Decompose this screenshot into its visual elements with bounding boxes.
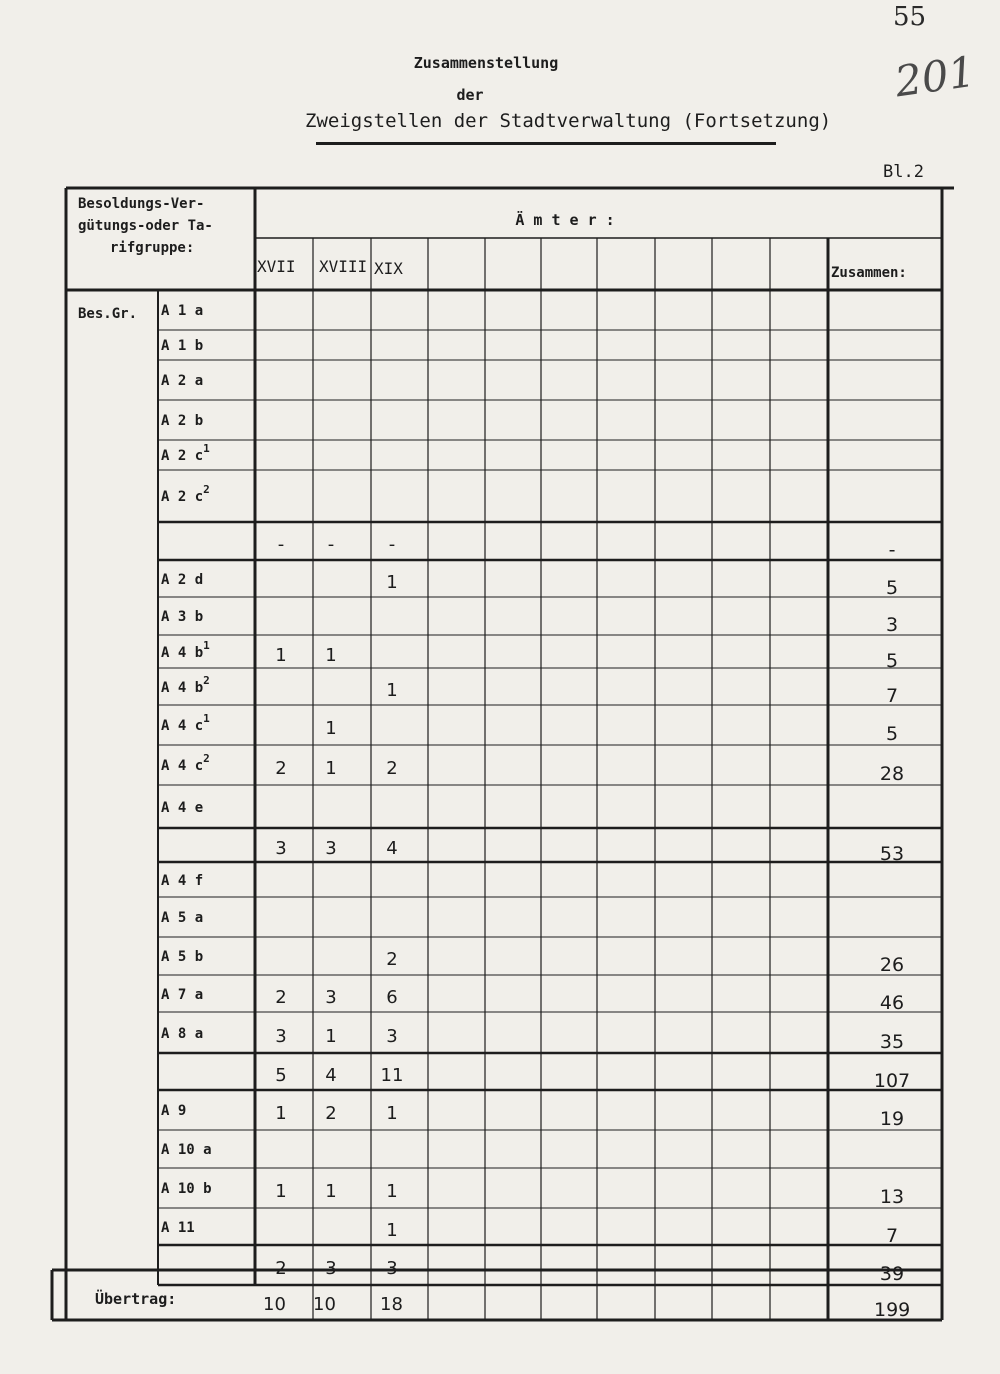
sheet-label: Bl.2 [883,162,924,182]
category-label: Bes.Gr. [78,306,138,322]
row-value: 3 [325,1258,337,1279]
row-value: 1 [386,1220,398,1241]
row-total: 3 [885,614,899,636]
header-col-xix: XIX [374,259,403,278]
row-total: 28 [879,763,905,785]
row-value: 2 [275,1258,287,1279]
row-label: A 9 [161,1103,187,1119]
row-label: A 2 a [161,373,204,389]
row-total: 5 [885,577,899,599]
footer-label: Übertrag: [95,1290,177,1308]
row-label: A 5 a [161,910,204,926]
row-total: 46 [879,992,905,1014]
row-label: A 2 d [161,572,204,588]
row-value: 1 [386,572,398,593]
row-value: 1 [275,645,287,666]
row-total: 39 [879,1263,905,1285]
row-total: 5 [885,650,899,672]
title-line-1: Zusammenstellung [413,54,559,72]
row-total: 35 [879,1031,905,1053]
row-label: A 4 $c^2$ [161,752,210,774]
row-value: 1 [386,1181,398,1202]
row-value: 2 [386,758,398,779]
row-value: 1 [275,1103,287,1124]
row-total: 13 [879,1186,905,1208]
row-value: 1 [325,1026,337,1047]
row-total: 7 [885,1225,899,1247]
title-line-3: Zweigstellen der Stadtverwaltung (Fortsetzung) [305,110,832,132]
row-total: 19 [879,1108,905,1130]
row-label: A 10 a [161,1142,212,1158]
row-value: 11 [380,1065,404,1086]
row-total: 5 [885,723,899,745]
row-label: A 7 a [161,987,204,1003]
handwritten-page-number: 201 [891,46,979,107]
row-label: A 4 $b^1$ [161,639,210,661]
header-group-line-3: rifgruppe: [110,240,195,256]
row-total: - [888,539,896,561]
row-label: A 5 b [161,949,204,965]
row-value: 1 [325,718,337,739]
row-total: 26 [879,954,905,976]
row-value: 2 [275,987,287,1008]
row-value: 1 [325,645,337,666]
row-label: A 1 b [161,338,204,354]
row-label: A 4 $c^1$ [161,712,210,734]
row-value: 1 [325,758,337,779]
row-value: 3 [386,1258,398,1279]
row-value: 3 [325,838,337,859]
row-label: A 2 $c^2$ [161,483,210,505]
header-col-xvii: XVII [257,257,296,276]
header-total: Zusammen: [831,265,907,281]
row-label: A 11 [161,1220,195,1236]
row-value: - [327,534,335,555]
row-value: 4 [325,1065,337,1086]
row-value: 3 [275,1026,287,1047]
row-value: - [388,534,396,555]
table-cells [78,196,910,1321]
page-number: 55 [893,2,927,32]
row-value: 2 [386,949,398,970]
footer-value: 10 [263,1294,286,1315]
title-line-2: der [456,86,484,104]
row-value: - [277,534,285,555]
header-aemter: Ä m t e r : [515,211,615,229]
row-label: A 2 $c^1$ [161,442,210,464]
row-label: A 4 $b^2$ [161,674,210,696]
row-value: 3 [386,1026,398,1047]
row-value: 5 [275,1065,287,1086]
header-col-xviii: XVIII [319,257,368,276]
row-label: A 3 b [161,609,204,625]
row-value: 6 [386,987,398,1008]
row-total: 53 [879,843,905,865]
row-label: A 8 a [161,1026,204,1042]
row-label: A 4 e [161,800,204,816]
row-value: 1 [386,680,398,701]
row-value: 3 [275,838,287,859]
row-total: 107 [873,1070,911,1092]
row-label: A 2 b [161,413,204,429]
row-total: 7 [885,685,899,707]
header-group-line-1: Besoldungs-Ver- [78,196,205,212]
row-value: 1 [325,1181,337,1202]
row-value: 3 [325,987,337,1008]
footer-value: 18 [380,1294,403,1315]
row-value: 2 [275,758,287,779]
footer-value: 10 [313,1294,336,1315]
row-value: 1 [386,1103,398,1124]
row-value: 4 [386,838,398,859]
row-value: 1 [275,1181,287,1202]
row-label: A 10 b [161,1181,212,1197]
row-label: A 4 f [161,873,204,889]
footer-total: 199 [874,1299,911,1321]
row-value: 2 [325,1103,337,1124]
header-group-line-2: gütungs-oder Ta- [78,218,213,234]
row-label: A 1 a [161,303,204,319]
